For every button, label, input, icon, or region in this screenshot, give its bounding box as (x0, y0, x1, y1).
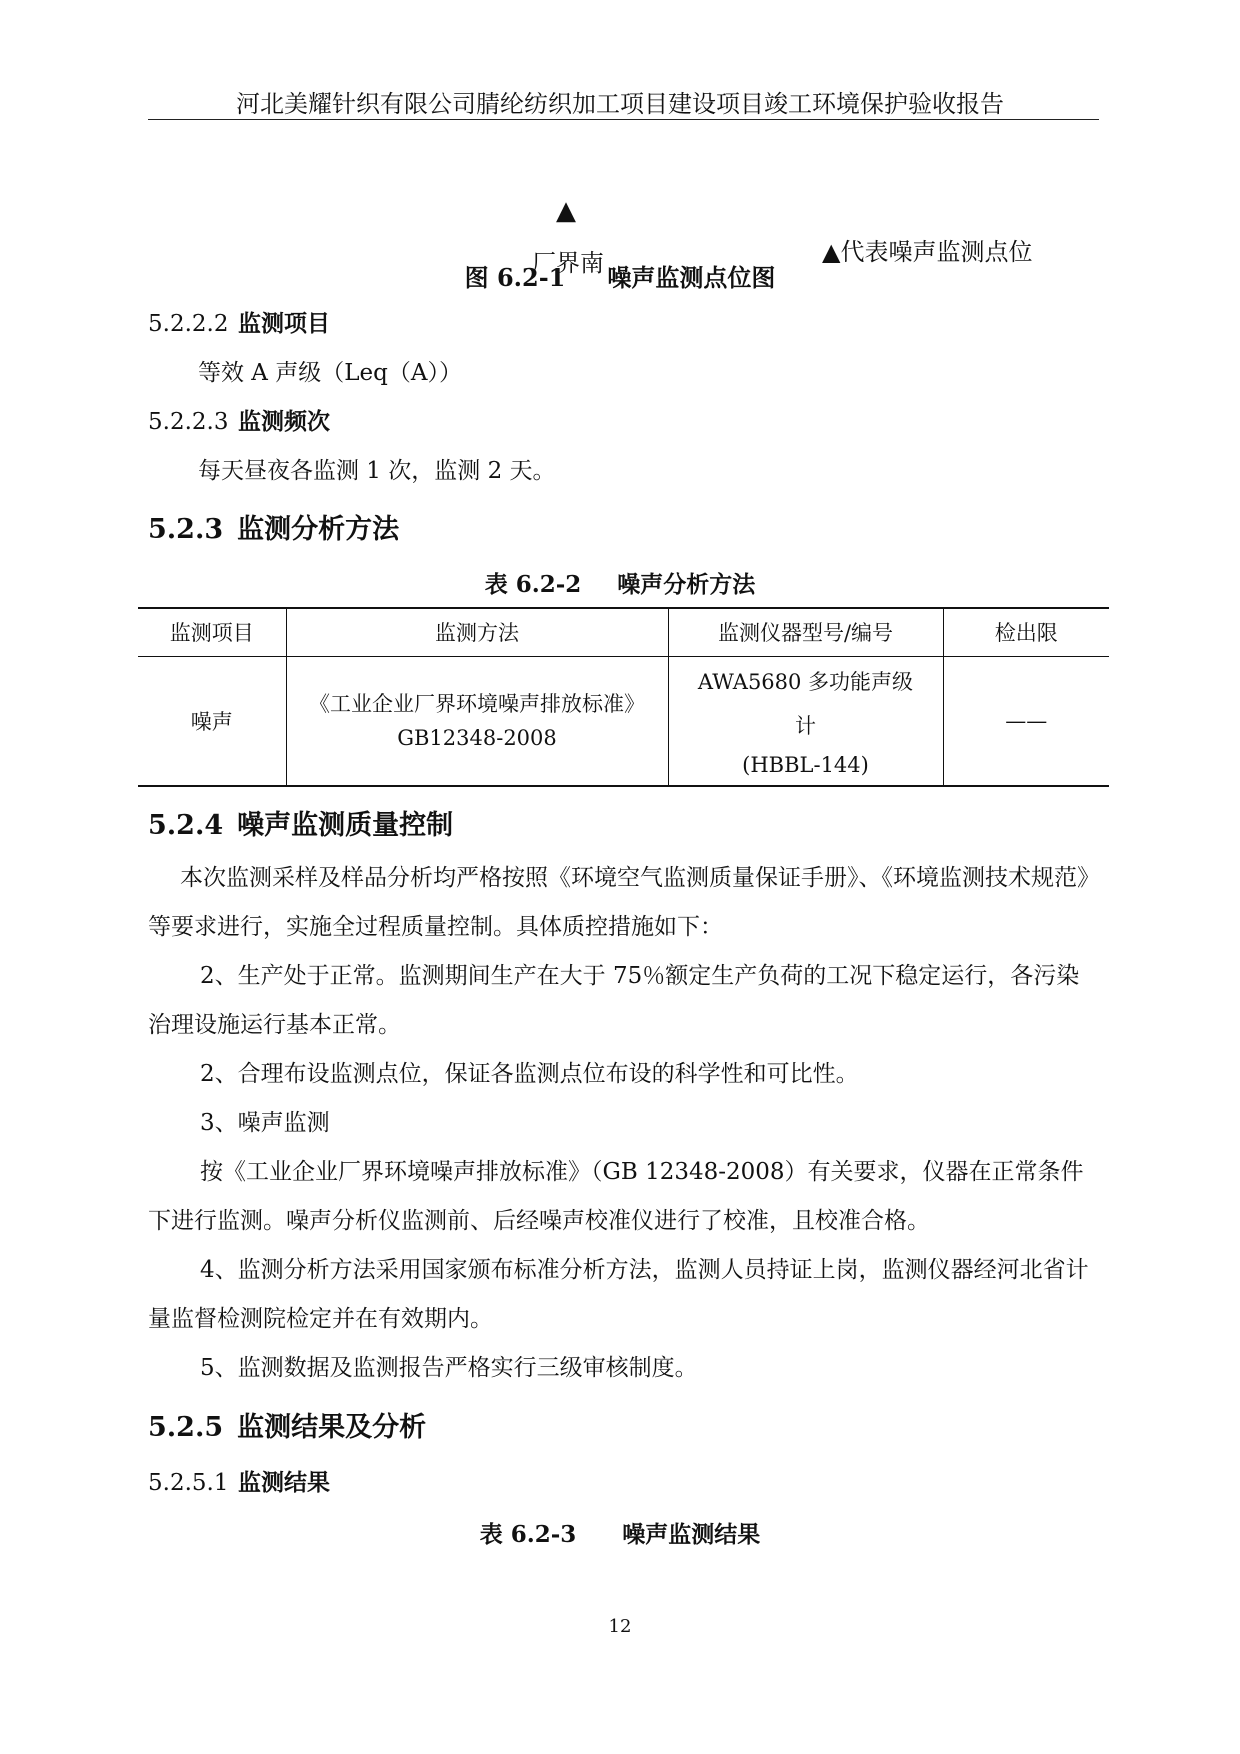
table-header-row (138, 608, 1109, 656)
section-525-heading (148, 1405, 426, 1444)
cell-method (286, 656, 668, 786)
page-number: 12 (608, 1616, 632, 1637)
qc-item-production: 2、生产处于正常。监测期间生产在大于 75％额定生产负荷的工况下稳定运行，各污染治理设施运行基本正常。 (148, 963, 1080, 1038)
section-number: 5.2.2.3 (148, 409, 229, 435)
report-header-title: 河北美耀针织有限公司腈纶纺织加工项目建设项目竣工环境保护验收报告 (236, 90, 1004, 118)
qc-item-noise-title: 3、噪声监测 (200, 1110, 330, 1136)
method-standard-name: 《工业企业厂界环境噪声排放标准》 (309, 691, 645, 716)
table-622-caption (0, 566, 1240, 599)
figure-caption-number: 图 6.2-1 (464, 263, 566, 292)
cell-instrument (668, 656, 943, 786)
table-caption-number: 表 6.2-2 (484, 571, 582, 598)
cell-item: 噪声 (190, 709, 233, 734)
qc-item-methods: 4、监测分析方法采用国家颁布标准分析方法，监测人员持证上岗，监测仪器经河北省计量监督检测院检定并在有效期内。 (148, 1257, 1089, 1332)
cell-detection-limit: —— (943, 656, 1109, 786)
section-524-body (148, 854, 1098, 1393)
figure-caption-title: 噪声监测点位图 (607, 263, 776, 292)
section-524-heading (148, 803, 453, 842)
section-number: 5.2.5 (148, 1412, 224, 1443)
method-standard-code: GB12348-2008 (397, 725, 557, 750)
figure-caption (0, 258, 1240, 293)
section-number: 5.2.4 (148, 810, 224, 841)
section-number: 5.2.5.1 (148, 1470, 229, 1496)
column-header-item: 监测项目 (169, 621, 254, 646)
section-5223-body: 每天昼夜各监测 1 次，监测 2 天。 (198, 458, 556, 484)
section-5223-heading (148, 403, 330, 436)
column-header-detection-limit: 检出限 (943, 608, 1109, 656)
section-title: 监测项目 (238, 310, 330, 337)
column-header-instrument: 监测仪器型号/编号 (668, 608, 943, 656)
section-title: 监测结果 (238, 1469, 330, 1496)
section-5251-heading (148, 1464, 330, 1497)
section-number: 5.2.2.2 (148, 311, 229, 337)
table-caption-number: 表 6.2-3 (479, 1521, 577, 1548)
section-5222-body: 等效 A 声级（Leq（A）） (198, 360, 462, 386)
section-title: 监测结果及分析 (237, 1412, 427, 1443)
section-number: 5.2.3 (148, 514, 224, 545)
table-row (138, 656, 1109, 786)
section-title: 噪声监测质量控制 (237, 810, 454, 841)
qc-intro-paragraph: 本次监测采样及样品分析均严格按照《环境空气监测质量保证手册》、《环境监测技术规范》等要求进行，实施全过程质量控制。具体质控措施如下： (148, 865, 1089, 940)
figure-south-boundary-label: 厂界南 (532, 249, 604, 277)
section-5222-heading (148, 305, 330, 338)
section-523-heading (148, 507, 399, 546)
table-caption-title: 噪声监测结果 (622, 1521, 761, 1548)
section-title: 监测频次 (238, 408, 330, 435)
noise-analysis-method-table (138, 607, 1109, 787)
qc-item-sampling-points: 2、合理布设监测点位，保证各监测点位布设的科学性和可比性。 (200, 1061, 859, 1087)
column-header-method: 监测方法 (286, 608, 668, 656)
header-divider (148, 119, 1099, 120)
section-title: 监测分析方法 (237, 514, 400, 545)
figure-legend: ▲代表噪声监测点位 (822, 238, 1033, 266)
instrument-model-cont: 计 (795, 713, 816, 738)
qc-item-noise-body: 按《工业企业厂界环境噪声排放标准》（GB 12348-2008）有关要求，仪器在正常条件下进行监测。噪声分析仪监测前、后经噪声校准仪进行了校准，且校准合格。 (148, 1159, 1084, 1234)
table-caption-title: 噪声分析方法 (617, 571, 756, 598)
qc-item-review: 5、监测数据及监测报告严格实行三级审核制度。 (200, 1355, 698, 1381)
table-623-caption (0, 1516, 1240, 1549)
instrument-model: AWA5680 多功能声级 (697, 669, 914, 694)
monitoring-point-marker-icon: ▲ (556, 196, 576, 226)
instrument-serial: (HBBL-144) (742, 752, 869, 777)
